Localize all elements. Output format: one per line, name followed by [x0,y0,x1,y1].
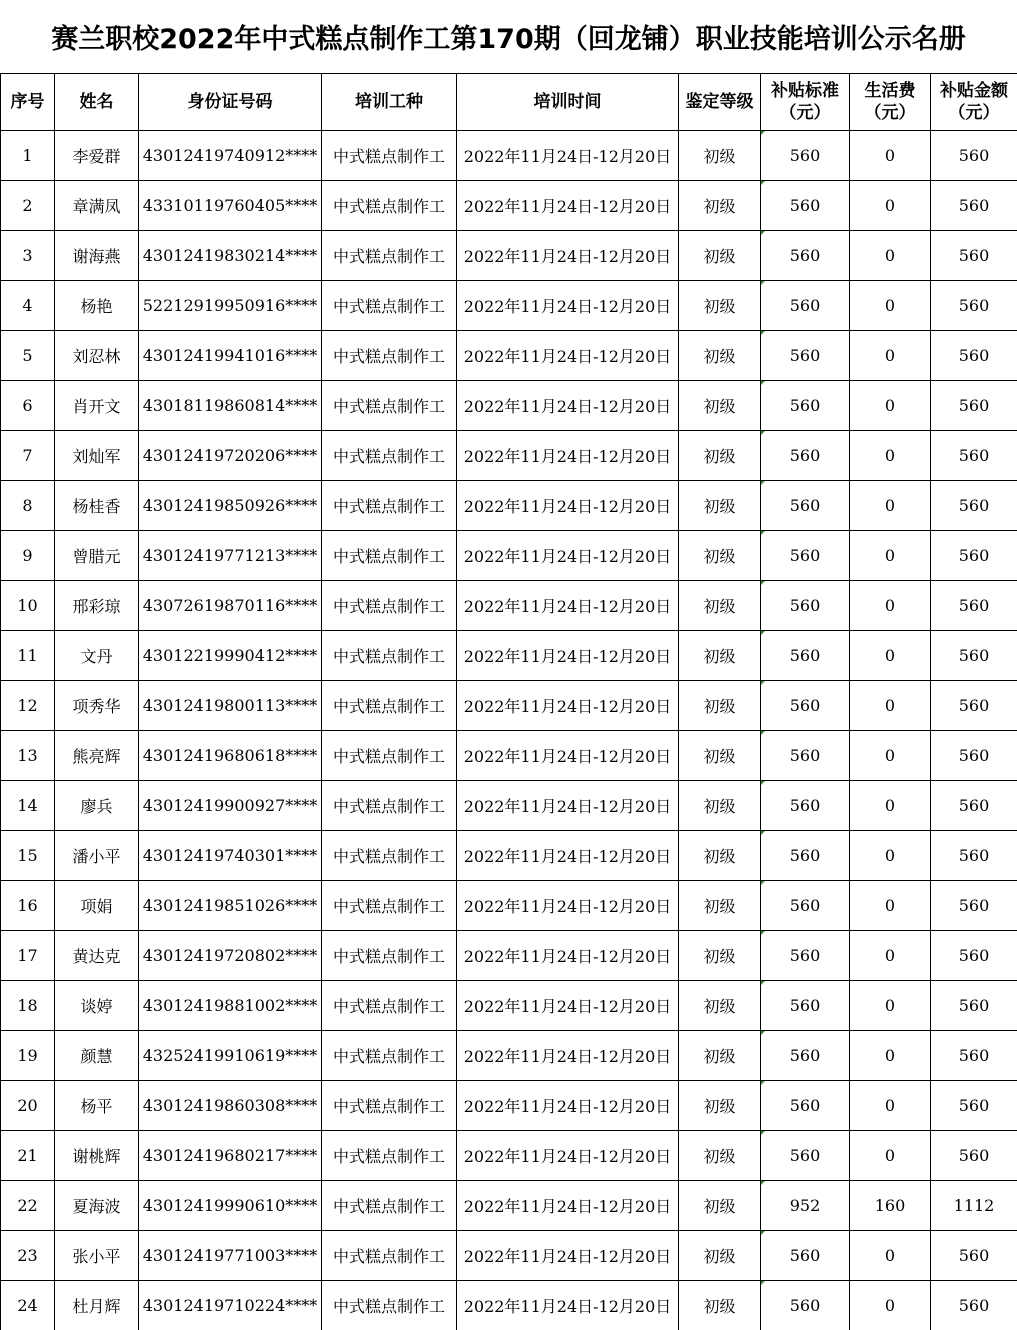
table-row [1,981,1017,1031]
table-row [1,331,1017,381]
cell-living: 0 [850,181,931,231]
cell-name: 邢彩琼 [55,581,139,631]
cell-id: 43072619870116**** [139,581,322,631]
cell-id: 43012419771003**** [139,1231,322,1281]
table-row [1,131,1017,181]
cell-level: 初级 [679,581,761,631]
cell-standard: 560 [761,831,850,881]
cell-id: 43012419771213**** [139,531,322,581]
cell-living: 0 [850,1231,931,1281]
cell-trade: 中式糕点制作工 [322,181,457,231]
cell-standard: 560 [761,481,850,531]
page-title: 赛兰职校2022年中式糕点制作工第170期（回龙铺）职业技能培训公示名册 [51,24,966,55]
cell-trade: 中式糕点制作工 [322,431,457,481]
cell-living: 0 [850,281,931,331]
cell-standard: 560 [761,1131,850,1181]
cell-period: 2022年11月24日-12月20日 [457,131,679,181]
table-row [1,731,1017,781]
cell-period: 2022年11月24日-12月20日 [457,1181,679,1231]
table-row [1,1131,1017,1181]
cell-name: 张小平 [55,1231,139,1281]
cell-trade: 中式糕点制作工 [322,231,457,281]
cell-trade: 中式糕点制作工 [322,581,457,631]
cell-living: 0 [850,131,931,181]
cell-seq: 10 [1,581,55,631]
cell-level: 初级 [679,231,761,281]
cell-level: 初级 [679,131,761,181]
cell-living: 0 [850,931,931,981]
cell-amount: 560 [931,1281,1017,1330]
table-row [1,1231,1017,1281]
cell-period: 2022年11月24日-12月20日 [457,331,679,381]
cell-id: 43012219990412**** [139,631,322,681]
cell-id: 43012419680217**** [139,1131,322,1181]
cell-living: 0 [850,1081,931,1131]
cell-trade: 中式糕点制作工 [322,381,457,431]
cell-seq: 8 [1,481,55,531]
cell-id: 43018119860814**** [139,381,322,431]
cell-period: 2022年11月24日-12月20日 [457,1081,679,1131]
cell-amount: 560 [931,681,1017,731]
cell-trade: 中式糕点制作工 [322,1231,457,1281]
cell-level: 初级 [679,681,761,731]
cell-amount: 560 [931,131,1017,181]
cell-name: 谈婷 [55,981,139,1031]
cell-level: 初级 [679,431,761,481]
cell-standard: 560 [761,431,850,481]
cell-trade: 中式糕点制作工 [322,631,457,681]
cell-name: 刘灿军 [55,431,139,481]
cell-living: 160 [850,1181,931,1231]
table-row [1,281,1017,331]
table-row [1,481,1017,531]
cell-trade: 中式糕点制作工 [322,1081,457,1131]
cell-id: 43012419941016**** [139,331,322,381]
cell-trade: 中式糕点制作工 [322,331,457,381]
cell-standard: 560 [761,531,850,581]
cell-seq: 19 [1,1031,55,1081]
cell-standard: 560 [761,1031,850,1081]
cell-level: 初级 [679,1231,761,1281]
cell-level: 初级 [679,1031,761,1081]
cell-standard: 560 [761,681,850,731]
cell-living: 0 [850,381,931,431]
cell-living: 0 [850,331,931,381]
cell-period: 2022年11月24日-12月20日 [457,1281,679,1330]
cell-seq: 21 [1,1131,55,1181]
cell-level: 初级 [679,881,761,931]
cell-period: 2022年11月24日-12月20日 [457,231,679,281]
cell-living: 0 [850,631,931,681]
cell-period: 2022年11月24日-12月20日 [457,431,679,481]
cell-level: 初级 [679,781,761,831]
table-row [1,781,1017,831]
cell-standard: 560 [761,631,850,681]
cell-living: 0 [850,1281,931,1330]
cell-trade: 中式糕点制作工 [322,1281,457,1330]
cell-seq: 7 [1,431,55,481]
table-row [1,1081,1017,1131]
table-row [1,931,1017,981]
cell-seq: 11 [1,631,55,681]
cell-amount: 560 [931,581,1017,631]
cell-period: 2022年11月24日-12月20日 [457,481,679,531]
header-standard: 补贴标准（元） [761,74,850,131]
cell-amount: 1112 [931,1181,1017,1231]
cell-amount: 560 [931,181,1017,231]
cell-period: 2022年11月24日-12月20日 [457,781,679,831]
header-seq: 序号 [1,74,55,131]
cell-amount: 560 [931,1031,1017,1081]
header-trade: 培训工种 [322,74,457,131]
cell-period: 2022年11月24日-12月20日 [457,181,679,231]
cell-living: 0 [850,581,931,631]
table-row [1,581,1017,631]
table-row [1,881,1017,931]
header-row [1,74,1017,131]
cell-amount: 560 [931,381,1017,431]
cell-name: 熊亮辉 [55,731,139,781]
cell-seq: 13 [1,731,55,781]
cell-seq: 16 [1,881,55,931]
cell-id: 43012419830214**** [139,231,322,281]
cell-amount: 560 [931,731,1017,781]
cell-id: 43012419740301**** [139,831,322,881]
cell-seq: 23 [1,1231,55,1281]
cell-standard: 560 [761,1081,850,1131]
cell-standard: 560 [761,281,850,331]
cell-name: 谢桃辉 [55,1131,139,1181]
cell-seq: 4 [1,281,55,331]
header-living: 生活费（元） [850,74,931,131]
cell-level: 初级 [679,631,761,681]
cell-trade: 中式糕点制作工 [322,981,457,1031]
cell-amount: 560 [931,931,1017,981]
cell-standard: 560 [761,181,850,231]
cell-standard: 560 [761,981,850,1031]
roster-table [0,73,1017,1330]
cell-id: 43012419800113**** [139,681,322,731]
header-period: 培训时间 [457,74,679,131]
cell-period: 2022年11月24日-12月20日 [457,931,679,981]
cell-amount: 560 [931,1131,1017,1181]
cell-amount: 560 [931,631,1017,681]
cell-living: 0 [850,731,931,781]
cell-seq: 9 [1,531,55,581]
cell-trade: 中式糕点制作工 [322,781,457,831]
cell-id: 43012419680618**** [139,731,322,781]
cell-amount: 560 [931,881,1017,931]
table-row [1,531,1017,581]
cell-standard: 560 [761,931,850,981]
table-row [1,631,1017,681]
cell-amount: 560 [931,1231,1017,1281]
cell-level: 初级 [679,381,761,431]
cell-id: 52212919950916**** [139,281,322,331]
cell-id: 43012419710224**** [139,1281,322,1330]
cell-period: 2022年11月24日-12月20日 [457,531,679,581]
cell-period: 2022年11月24日-12月20日 [457,831,679,881]
cell-living: 0 [850,531,931,581]
table-row [1,1181,1017,1231]
cell-trade: 中式糕点制作工 [322,831,457,881]
header-name: 姓名 [55,74,139,131]
cell-seq: 3 [1,231,55,281]
cell-trade: 中式糕点制作工 [322,881,457,931]
cell-seq: 17 [1,931,55,981]
cell-trade: 中式糕点制作工 [322,1131,457,1181]
cell-seq: 1 [1,131,55,181]
cell-amount: 560 [931,481,1017,531]
cell-level: 初级 [679,1281,761,1330]
cell-period: 2022年11月24日-12月20日 [457,981,679,1031]
cell-seq: 12 [1,681,55,731]
cell-standard: 560 [761,1231,850,1281]
cell-living: 0 [850,881,931,931]
cell-standard: 560 [761,881,850,931]
cell-standard: 560 [761,1281,850,1330]
table-row [1,431,1017,481]
cell-living: 0 [850,1031,931,1081]
header-id: 身份证号码 [139,74,322,131]
cell-amount: 560 [931,331,1017,381]
table-row [1,1031,1017,1081]
cell-seq: 2 [1,181,55,231]
cell-id: 43012419860308**** [139,1081,322,1131]
cell-amount: 560 [931,231,1017,281]
cell-name: 潘小平 [55,831,139,881]
cell-living: 0 [850,681,931,731]
cell-living: 0 [850,431,931,481]
cell-period: 2022年11月24日-12月20日 [457,1031,679,1081]
cell-seq: 6 [1,381,55,431]
cell-level: 初级 [679,931,761,981]
cell-name: 文丹 [55,631,139,681]
cell-seq: 5 [1,331,55,381]
cell-trade: 中式糕点制作工 [322,1181,457,1231]
cell-living: 0 [850,781,931,831]
header-level: 鉴定等级 [679,74,761,131]
cell-level: 初级 [679,981,761,1031]
cell-standard: 560 [761,781,850,831]
cell-seq: 22 [1,1181,55,1231]
cell-level: 初级 [679,181,761,231]
cell-id: 43012419990610**** [139,1181,322,1231]
cell-level: 初级 [679,481,761,531]
cell-seq: 14 [1,781,55,831]
cell-id: 43012419740912**** [139,131,322,181]
cell-name: 杜月辉 [55,1281,139,1330]
cell-name: 廖兵 [55,781,139,831]
cell-level: 初级 [679,831,761,881]
cell-living: 0 [850,481,931,531]
cell-amount: 560 [931,1081,1017,1131]
cell-name: 杨桂香 [55,481,139,531]
cell-level: 初级 [679,281,761,331]
cell-id: 43012419900927**** [139,781,322,831]
cell-standard: 560 [761,131,850,181]
cell-amount: 560 [931,831,1017,881]
cell-name: 杨平 [55,1081,139,1131]
cell-trade: 中式糕点制作工 [322,1031,457,1081]
cell-amount: 560 [931,781,1017,831]
cell-id: 43012419851026**** [139,881,322,931]
cell-period: 2022年11月24日-12月20日 [457,881,679,931]
cell-standard: 560 [761,381,850,431]
cell-living: 0 [850,831,931,881]
table-row [1,681,1017,731]
table-row [1,831,1017,881]
cell-seq: 24 [1,1281,55,1330]
cell-period: 2022年11月24日-12月20日 [457,631,679,681]
cell-trade: 中式糕点制作工 [322,681,457,731]
cell-period: 2022年11月24日-12月20日 [457,381,679,431]
cell-period: 2022年11月24日-12月20日 [457,281,679,331]
cell-amount: 560 [931,431,1017,481]
cell-name: 肖开文 [55,381,139,431]
cell-trade: 中式糕点制作工 [322,481,457,531]
cell-standard: 560 [761,581,850,631]
table-row [1,181,1017,231]
cell-trade: 中式糕点制作工 [322,131,457,181]
cell-name: 刘忍林 [55,331,139,381]
cell-period: 2022年11月24日-12月20日 [457,1131,679,1181]
cell-level: 初级 [679,331,761,381]
cell-amount: 560 [931,981,1017,1031]
cell-name: 章满凤 [55,181,139,231]
table-row [1,381,1017,431]
cell-name: 项娟 [55,881,139,931]
cell-standard: 560 [761,231,850,281]
cell-trade: 中式糕点制作工 [322,281,457,331]
cell-standard: 952 [761,1181,850,1231]
cell-living: 0 [850,1131,931,1181]
cell-level: 初级 [679,731,761,781]
cell-period: 2022年11月24日-12月20日 [457,1231,679,1281]
cell-amount: 560 [931,531,1017,581]
cell-name: 项秀华 [55,681,139,731]
cell-seq: 15 [1,831,55,881]
cell-name: 杨艳 [55,281,139,331]
cell-name: 黄达克 [55,931,139,981]
cell-id: 43012419720802**** [139,931,322,981]
cell-id: 43012419850926**** [139,481,322,531]
cell-period: 2022年11月24日-12月20日 [457,581,679,631]
cell-id: 43012419720206**** [139,431,322,481]
cell-standard: 560 [761,331,850,381]
cell-trade: 中式糕点制作工 [322,931,457,981]
table-row [1,231,1017,281]
cell-trade: 中式糕点制作工 [322,731,457,781]
cell-level: 初级 [679,531,761,581]
cell-standard: 560 [761,731,850,781]
cell-period: 2022年11月24日-12月20日 [457,731,679,781]
cell-name: 谢海燕 [55,231,139,281]
cell-name: 李爱群 [55,131,139,181]
cell-amount: 560 [931,281,1017,331]
cell-level: 初级 [679,1131,761,1181]
header-amount: 补贴金额（元） [931,74,1017,131]
cell-id: 43012419881002**** [139,981,322,1031]
cell-level: 初级 [679,1181,761,1231]
cell-id: 43252419910619**** [139,1031,322,1081]
cell-living: 0 [850,231,931,281]
cell-id: 43310119760405**** [139,181,322,231]
table-row [1,1281,1017,1330]
cell-seq: 20 [1,1081,55,1131]
cell-name: 曾腊元 [55,531,139,581]
cell-trade: 中式糕点制作工 [322,531,457,581]
cell-living: 0 [850,981,931,1031]
cell-name: 夏海波 [55,1181,139,1231]
cell-seq: 18 [1,981,55,1031]
cell-period: 2022年11月24日-12月20日 [457,681,679,731]
cell-level: 初级 [679,1081,761,1131]
cell-name: 颜慧 [55,1031,139,1081]
